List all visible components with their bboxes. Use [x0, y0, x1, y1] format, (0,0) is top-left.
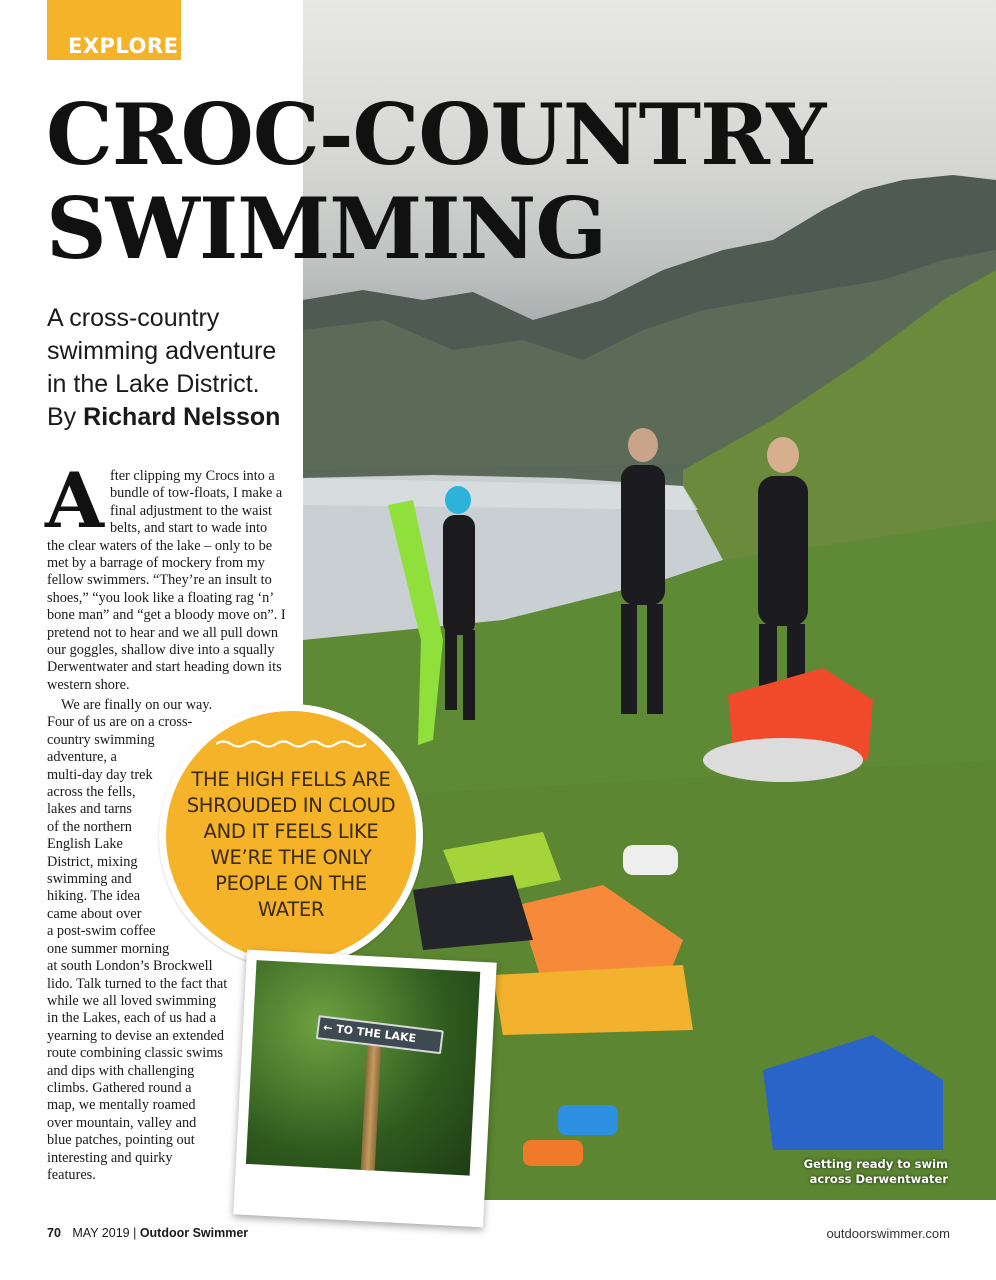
paragraph-2-line: country swimming: [47, 731, 155, 748]
sign-post: [360, 1041, 381, 1176]
byline: [47, 401, 297, 434]
paragraph-2-line: of the northern: [47, 818, 132, 835]
paragraph-2-line: interesting and quirky: [47, 1149, 173, 1166]
headline: [46, 85, 946, 278]
paragraph-1: fter clipping my Crocs into a bundle of tow-floats, I make a final adjustment to the waist belts, and start to wade into the clear waters of the lake – only to be met by a barrage of mockery from my fellow swimmers. “They’re an insult to shoes,” “you look like a floating rag ‘n’ bone man” and “get a bloody move on”. I pretend not to hear and we all pull down our goggles, shallow dive into a squally Derwentwater and start heading down its western shore.: [47, 468, 286, 693]
paragraph-2-line: at south London’s Brockwell: [47, 958, 213, 975]
article-body: [45, 456, 287, 694]
paragraph-2-line: lakes and tarns: [47, 801, 132, 818]
paragraph-2-line: route combining classic swims: [47, 1045, 223, 1062]
paragraph-2-line: features.: [47, 1166, 96, 1183]
paragraph-2-line: District, mixing: [47, 853, 138, 870]
issue-date: MAY 2019 |: [72, 1226, 137, 1240]
paragraph-2-line: in the Lakes, each of us had a: [47, 1010, 217, 1027]
paragraph-2-line: came about over: [47, 905, 142, 922]
paragraph-2-line: over mountain, valley and: [47, 1114, 197, 1131]
pull-quote: [159, 704, 423, 968]
sign-photo: [246, 960, 480, 1175]
paragraph-2-line: multi-day day trek: [47, 766, 153, 783]
standfirst-line-3: in the Lake District.: [47, 370, 260, 398]
drop-cap: A: [45, 456, 104, 545]
paragraph-2-line: We are finally on our way.: [61, 697, 213, 713]
footer-folio: [47, 1226, 248, 1240]
caption-line-1: Getting ready to swim: [803, 1157, 948, 1171]
headline-line-2: SWIMMING: [46, 179, 607, 278]
paragraph-2-line: Four of us are on a cross-: [47, 714, 193, 731]
website-url[interactable]: outdoorswimmer.com: [826, 1226, 950, 1241]
photo-caption: [748, 1157, 948, 1187]
paragraph-2-line: blue patches, pointing out: [47, 1132, 195, 1149]
magazine-name: Outdoor Swimmer: [139, 1226, 249, 1240]
headline-line-1: CROC-COUNTRY: [46, 85, 826, 184]
standfirst-line-2: swimming adventure: [47, 337, 277, 365]
standfirst-line-1: A cross-country: [47, 304, 220, 332]
page-number: 70: [47, 1226, 61, 1240]
paragraph-2-line: yearning to devise an extended: [47, 1027, 225, 1044]
caption-line-2: across Derwentwater: [809, 1172, 948, 1186]
wave-divider-icon: [216, 739, 366, 749]
paragraph-2-line: and dips with challenging: [47, 1062, 195, 1079]
pull-quote-text: THE HIGH FELLS ARE SHROUDED IN CLOUD AND IT FEELS LIKE WE’RE THE ONLY PEOPLE ON THE WATER: [186, 768, 396, 921]
paragraph-2-line: while we all loved swimming: [47, 992, 217, 1009]
paragraph-2-line: a post-swim coffee: [47, 923, 156, 940]
paragraph-2-line: lido. Talk turned to the fact that: [47, 975, 228, 992]
section-tag: EXPLORE: [47, 0, 181, 60]
paragraph-2-line: hiking. The idea: [47, 888, 141, 905]
paragraph-2-line: adventure, a: [47, 749, 117, 766]
standfirst: [47, 302, 297, 434]
byline-by: By: [47, 403, 77, 431]
paragraph-2-line: across the fells,: [47, 784, 136, 801]
paragraph-2-line: one summer morning: [47, 940, 170, 957]
paragraph-2-line: climbs. Gathered round a: [47, 1079, 192, 1096]
sign-board: ← TO THE LAKE: [316, 1015, 444, 1054]
paragraph-2-line: map, we mentally roamed: [47, 1097, 196, 1114]
polaroid-photo: [233, 950, 497, 1228]
paragraph-2-line: English Lake: [47, 836, 123, 853]
byline-author: Richard Nelsson: [83, 403, 281, 431]
paragraph-2-line: swimming and: [47, 871, 132, 888]
